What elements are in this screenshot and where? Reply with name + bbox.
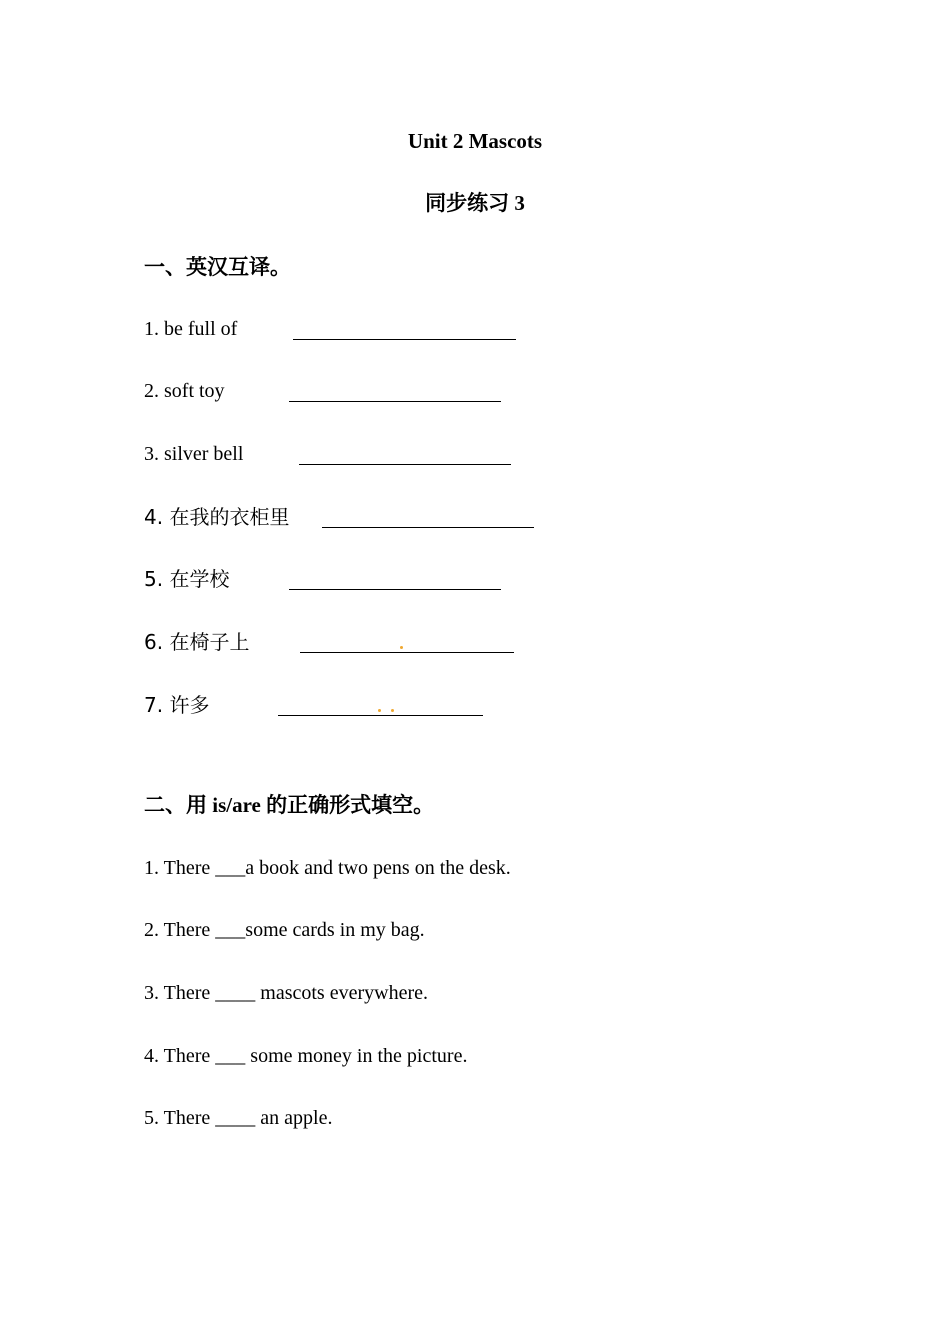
fill-item-3 xyxy=(144,980,428,1006)
section-1-heading: 一、英汉互译。 xyxy=(144,255,291,279)
page-subtitle: 同步练习 3 xyxy=(425,191,525,215)
fill-item-5 xyxy=(144,1105,332,1131)
fill-item-blank[interactable]: ____ xyxy=(215,982,256,1004)
marker-dot xyxy=(391,709,394,712)
fill-item-2 xyxy=(144,917,425,943)
page-title: Unit 2 Mascots xyxy=(407,129,543,153)
translation-item-1-blank[interactable] xyxy=(293,339,516,340)
fill-item-blank[interactable]: ___ xyxy=(215,857,246,879)
translation-item-5-blank[interactable] xyxy=(289,589,501,590)
translation-item-2-blank[interactable] xyxy=(289,401,501,402)
marker-dot xyxy=(378,709,381,712)
fill-item-blank[interactable]: ____ xyxy=(215,1107,256,1129)
fill-item-suffix: mascots everywhere. xyxy=(255,982,428,1004)
fill-item-suffix: some money in the picture. xyxy=(245,1045,468,1067)
fill-item-blank[interactable]: ___ xyxy=(215,919,246,941)
marker-dot xyxy=(400,646,403,649)
fill-item-1 xyxy=(144,855,511,881)
translation-item-5-label: 5. 在学校 xyxy=(144,567,230,591)
fill-item-4 xyxy=(144,1043,467,1069)
fill-item-blank[interactable]: ___ xyxy=(215,1045,246,1067)
translation-item-6-label: 6. 在椅子上 xyxy=(144,630,250,654)
translation-item-3-blank[interactable] xyxy=(299,464,511,465)
translation-item-6-blank[interactable] xyxy=(300,652,514,653)
fill-item-prefix: 3. There xyxy=(144,982,216,1004)
fill-item-prefix: 5. There xyxy=(144,1107,216,1129)
translation-item-3-label: 3. silver bell xyxy=(144,443,244,465)
translation-item-4-blank[interactable] xyxy=(322,527,534,528)
translation-item-7-label: 7. 许多 xyxy=(144,693,210,717)
translation-item-2-label: 2. soft toy xyxy=(144,380,225,402)
section-2-heading: 二、用 is/are 的正确形式填空。 xyxy=(144,793,435,817)
fill-item-suffix: some cards in my bag. xyxy=(245,919,425,941)
fill-item-suffix: a book and two pens on the desk. xyxy=(245,857,511,879)
translation-item-4-label: 4. 在我的衣柜里 xyxy=(144,505,290,529)
fill-item-suffix: an apple. xyxy=(255,1107,333,1129)
translation-item-1-label: 1. be full of xyxy=(144,318,238,340)
fill-item-prefix: 1. There xyxy=(144,857,216,879)
fill-item-prefix: 4. There xyxy=(144,1045,216,1067)
fill-item-prefix: 2. There xyxy=(144,919,216,941)
translation-item-7-blank[interactable] xyxy=(278,715,483,716)
